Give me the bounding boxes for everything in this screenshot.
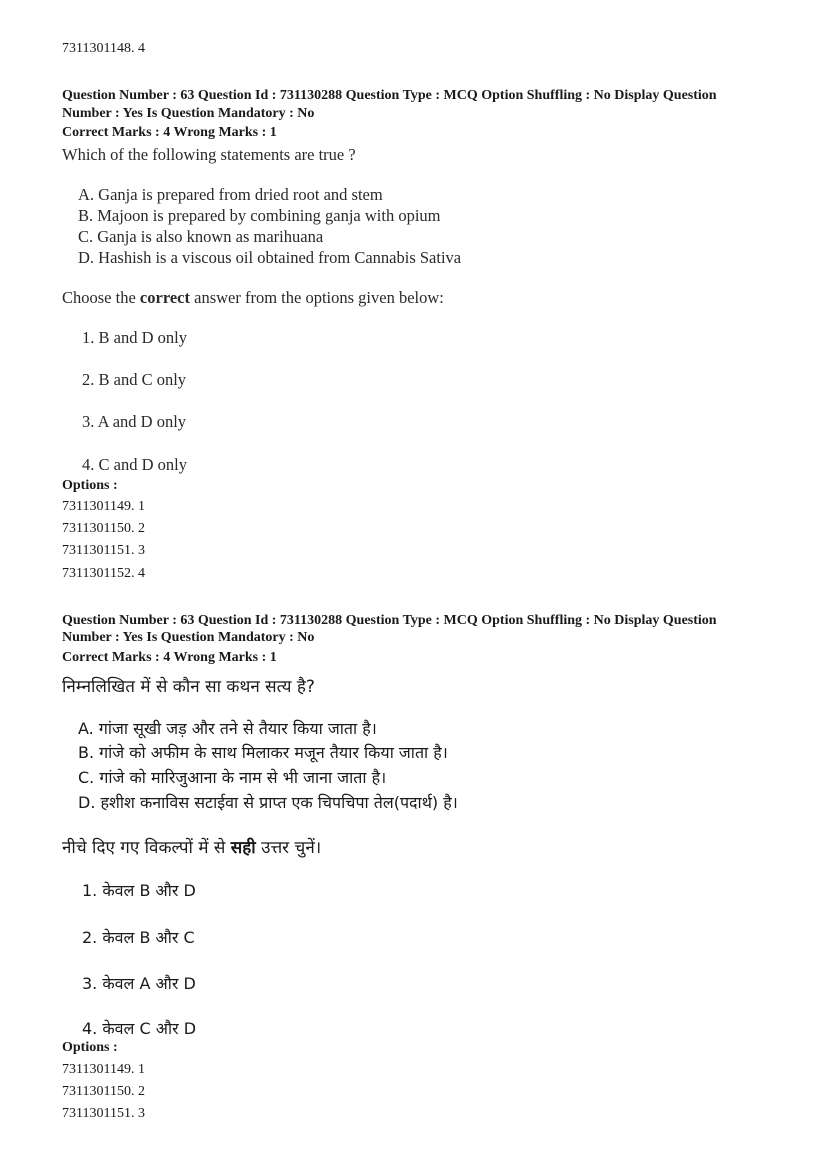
- hindi-question-meta-line-2: Number : Yes Is Question Mandatory : No: [62, 630, 315, 645]
- choose-instruction: [62, 288, 444, 308]
- question-meta-line-1: Question Number : 63 Question Id : 731130288 Question Type : MCQ Option Shuffling : No Display Question: [62, 88, 717, 103]
- answer-option-3: 3. A and D only: [82, 412, 187, 431]
- statement-d: D. Hashish is a viscous oil obtained from Cannabis Sativa: [78, 248, 462, 267]
- hindi-answer-option-2: 2. केवल B और C: [82, 928, 195, 947]
- hindi-choose-text-post: उत्तर चुनें।: [255, 838, 322, 858]
- option-id-1: 7311301149. 1: [62, 499, 145, 514]
- answer-option-1: 1. B and D only: [82, 328, 187, 347]
- hindi-option-id-2: 7311301150. 2: [62, 1084, 145, 1099]
- option-id-3: 7311301151. 3: [62, 543, 145, 558]
- hindi-choose-text-bold: सही: [230, 838, 256, 858]
- option-id-4: 7311301152. 4: [62, 566, 145, 581]
- hindi-option-id-3: 7311301151. 3: [62, 1106, 145, 1121]
- hindi-options-label: Options :: [62, 1040, 118, 1055]
- hindi-statement-a: A. गांजा सूखी जड़ और तने से तैयार किया जाता है।: [78, 719, 377, 738]
- question-text: Which of the following statements are true ?: [62, 145, 356, 164]
- choose-text-post: answer from the options given below:: [190, 288, 444, 307]
- hindi-choose-text-pre: नीचे दिए गए विकल्पों में से: [62, 838, 231, 858]
- hindi-answer-option-3: 3. केवल A और D: [82, 974, 196, 993]
- hindi-option-id-1: 7311301149. 1: [62, 1062, 145, 1077]
- answer-option-2: 2. B and C only: [82, 370, 187, 389]
- hindi-question-text: निम्नलिखित में से कौन सा कथन सत्य है?: [62, 677, 315, 697]
- question-meta-line-2: Number : Yes Is Question Mandatory : No: [62, 106, 315, 121]
- options-label: Options :: [62, 478, 118, 493]
- top-option-ref: 7311301148. 4: [62, 41, 145, 56]
- hindi-statement-b: B. गांजे को अफीम के साथ मिलाकर मजून तैयार किया जाता है।: [78, 743, 448, 762]
- choose-text-bold: correct: [139, 288, 190, 307]
- option-id-2: 7311301150. 2: [62, 521, 145, 536]
- statement-c: C. Ganja is also known as marihuana: [78, 227, 324, 246]
- answer-option-4: 4. C and D only: [82, 455, 187, 474]
- choose-text-pre: Choose the: [62, 288, 140, 307]
- hindi-question-marks: Correct Marks : 4 Wrong Marks : 1: [62, 650, 277, 665]
- hindi-answer-option-4: 4. केवल C और D: [82, 1019, 197, 1038]
- statement-b: B. Majoon is prepared by combining ganja with opium: [78, 206, 441, 225]
- question-marks: Correct Marks : 4 Wrong Marks : 1: [62, 125, 277, 140]
- hindi-statement-c: C. गांजे को मारिजुआना के नाम से भी जाना जाता है।: [78, 768, 387, 787]
- hindi-question-meta-line-1: Question Number : 63 Question Id : 731130288 Question Type : MCQ Option Shuffling : No Display Question: [62, 613, 717, 628]
- hindi-statement-d: D. हशीश कनाविस सटाईवा से प्राप्त एक चिपचिपा तेल(पदार्थ) है।: [78, 793, 458, 812]
- statement-a: A. Ganja is prepared from dried root and stem: [78, 185, 383, 204]
- hindi-choose-instruction: [62, 835, 321, 858]
- hindi-answer-option-1: 1. केवल B और D: [82, 881, 196, 900]
